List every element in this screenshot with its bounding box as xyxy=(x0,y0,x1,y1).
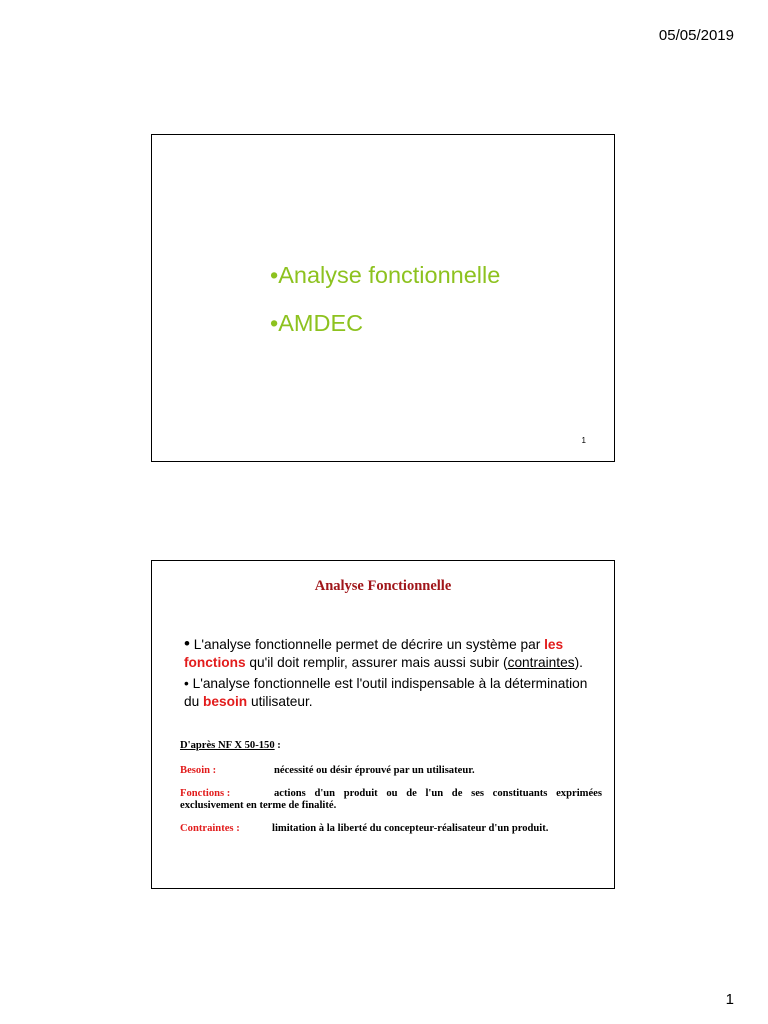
para1-highlight: les fonctions xyxy=(184,637,564,670)
definitions-heading-suffix: : xyxy=(274,740,281,751)
slide-2-body xyxy=(184,635,594,714)
slide-1-number: 1 xyxy=(581,436,586,445)
definition-text: limitation à la liberté du concepteur-réalisateur d'un produit. xyxy=(272,823,549,834)
definition-text: nécessité ou désir éprouvé par un utilisateur. xyxy=(274,765,475,776)
definition-text: actions d'un produit ou de l'un de ses constituants exprimées exclusivement en terme de finalité. xyxy=(180,788,602,811)
definition-term: Besoin : xyxy=(180,765,217,776)
page-number: 1 xyxy=(725,991,734,1008)
definitions-block xyxy=(180,740,602,846)
slide-1 xyxy=(151,134,615,462)
para1-text-c: ). xyxy=(574,655,583,670)
bullet-amdec: •AMDEC xyxy=(270,310,364,336)
definition-term: Contraintes : xyxy=(180,823,240,834)
definitions-heading-norm: D'après NF X 50-150 xyxy=(180,740,275,751)
para1-text-b: qu'il doit remplir, assurer mais aussi subir ( xyxy=(245,655,508,670)
definitions-heading xyxy=(180,740,602,752)
definition-fonctions xyxy=(180,788,602,812)
definition-contraintes xyxy=(180,823,602,835)
slide-1-bullet-list xyxy=(270,253,500,349)
slide-2 xyxy=(151,560,615,889)
slide-2-title: Analyse Fonctionnelle xyxy=(314,578,452,594)
page-date: 05/05/2019 xyxy=(658,27,734,44)
paragraph-besoin xyxy=(184,675,594,711)
paragraph-fonctions xyxy=(184,635,594,672)
bullet-analyse-fonctionnelle: •Analyse fonctionnelle xyxy=(270,262,501,288)
definition-besoin xyxy=(180,765,602,777)
para2-text-a: • L'analyse fonctionnelle est l'outil indispensable à la détermination du xyxy=(184,676,588,709)
para1-underlined: contraintes xyxy=(507,655,575,670)
bullet-dot: • xyxy=(184,634,190,653)
para2-text-b: utilisateur. xyxy=(247,694,313,709)
para2-highlight: besoin xyxy=(203,694,248,709)
definition-term: Fonctions : xyxy=(180,788,231,799)
para1-text-a: L'analyse fonctionnelle permet de décrire un système par xyxy=(189,637,545,652)
